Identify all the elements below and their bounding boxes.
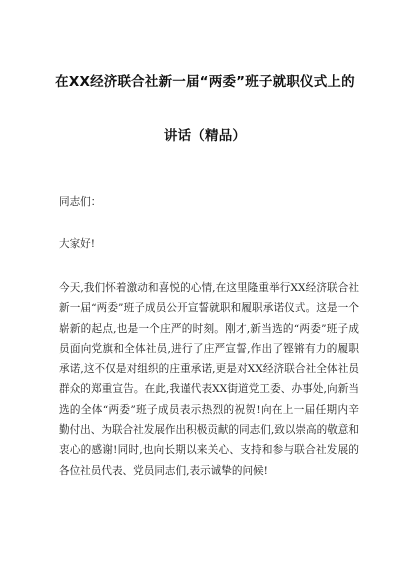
body-paragraph: 今天,我们怀着激动和喜悦的心情,在这里隆重举行XX经济联合社新一届“两委”班子成员公开宣誓就职和履职承诺仪式。这是一个崭新的起点,也是一个庄严的时刻。刚才,新当选的“两委”班子成员面向党旗和全体社员,进行了庄严宣誓,作出了铿锵有力的履职承诺,这不仅是对组织的庄重承诺,更是对XX经济联合社全体社员群众的郑重宣告。在此,我谨代表XX街道党工委、办事处,向新当选的全体“两委”班子成员表示热烈的祝贺!向在上一届任期内辛勤付出、为联合社发展作出积极贡献的同志们,致以崇高的敬意和衷心的感谢!同时,也向长期以来关心、支持和参与联合社发展的各位社员代表、党员同志们,表示诚挚的问候! bbox=[59, 282, 359, 477]
salutation: 同志们： bbox=[59, 196, 102, 208]
document-title-line-1: 在XX经济联合社新一届“两委”班子就职仪式上的 bbox=[55, 74, 355, 90]
document-title-line-2: 讲话（精品） bbox=[163, 128, 247, 144]
greeting: 大家好! bbox=[59, 238, 96, 250]
